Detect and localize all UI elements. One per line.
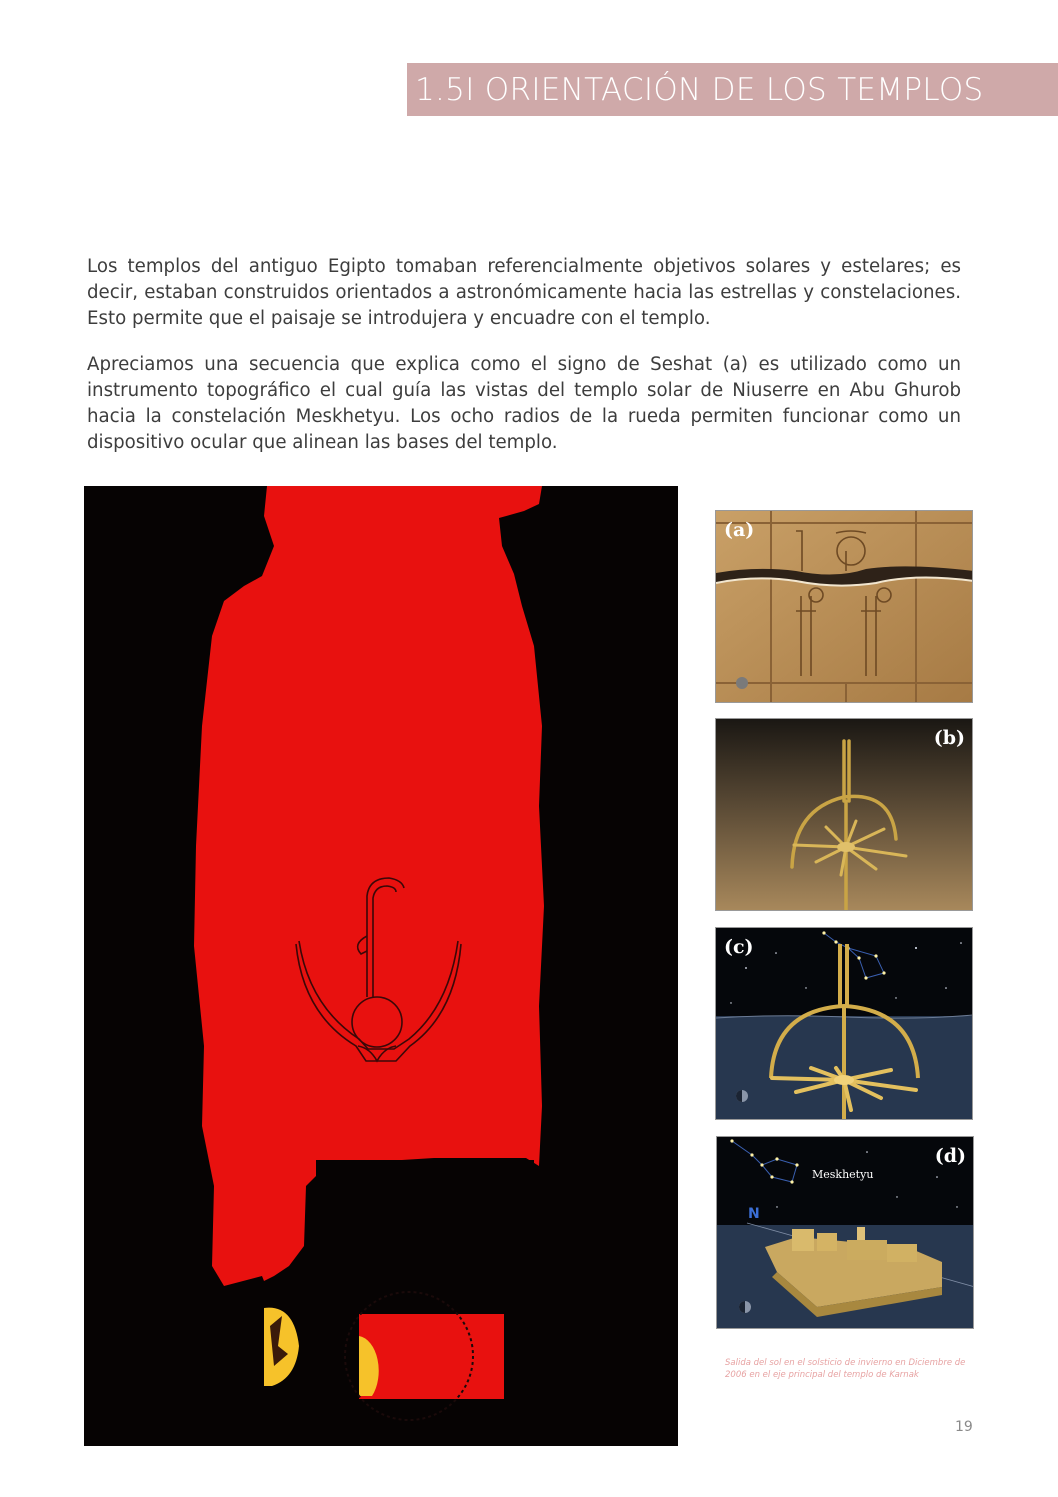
title-band xyxy=(407,63,1058,116)
north-indicator: N xyxy=(748,1206,760,1222)
panel-c-instrument-night xyxy=(715,927,973,1120)
panel-a-seshat-relief xyxy=(715,510,973,703)
page-number: 19 xyxy=(955,1419,973,1435)
body-paragraph-1: Los templos del antiguo Egipto tomaban referencialmente objetivos solares y estelares; es decir, estaban construidos orientados a astronómicamente hacia las estrellas y constelaciones. Esto permite que el paisaje se introdujera y encuadre con el templo. xyxy=(87,256,961,329)
constellation-label: Meskhetyu xyxy=(812,1168,874,1181)
body-paragraph-2: Apreciamos una secuencia que explica como el signo de Seshat (a) es utilizado como un instrumento topográfico el cual guía las vistas del templo solar de Niuserre en Abu Ghurob hacia la constelación Meskhetyu. Los ocho radios de la rueda permiten funcionar como un dispositivo ocular que alinean las bases del templo. xyxy=(87,354,961,453)
panel-a-label: (a) xyxy=(724,519,755,541)
panel-c-label: (c) xyxy=(724,936,754,958)
karnak-sunrise-photo xyxy=(84,486,678,1446)
page-title: 1.5I ORIENTACIÓN DE LOS TEMPLOS xyxy=(415,71,984,108)
panel-b-seshat-instrument xyxy=(715,718,973,911)
figure-caption: Salida del sol en el solsticio de invierno en Diciembre de 2006 en el eje principal del templo de Karnak xyxy=(725,1358,966,1380)
panel-b-label: (b) xyxy=(933,727,965,749)
panel-d-temple-meskhetyu xyxy=(716,1136,974,1329)
panel-d-label: (d) xyxy=(934,1145,966,1167)
